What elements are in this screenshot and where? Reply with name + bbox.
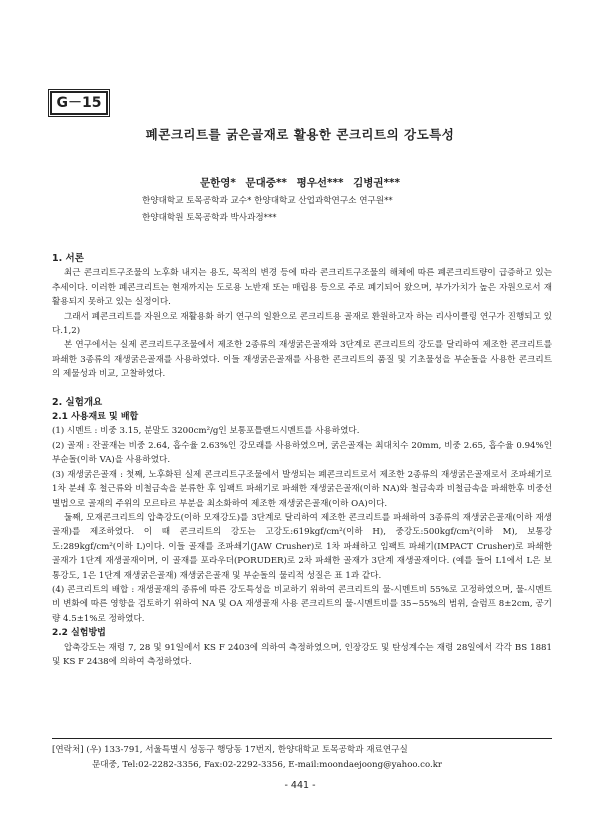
- paper-title: 폐콘크리트를 굵은골재로 활용한 콘크리트의 강도특성: [145, 127, 455, 142]
- contact-footer: [52, 738, 552, 773]
- method-paragraph: 압축강도는 재령 7, 28 및 91일에서 KS F 2403에 의하여 측정하였으며, 인장강도 및 탄성계수는 재령 28일에서 각각 BS 1881 및 KS F 2438에 의하여 측정하였다.: [52, 642, 552, 667]
- author-list: 문한영* 문대중** 평우선*** 김병권***: [199, 177, 401, 189]
- materials-item-aggregate: (2) 골재 : 잔골재는 비중 2.64, 흡수율 2.63%인 강모래를 사용하였으며, 굵은골재는 최대치수 20mm, 비중 2.65, 흡수율 0.94%인 부순돌(이하 VA)을 사용하였다.: [52, 440, 552, 466]
- section-heading-introduction: 1. 서론: [52, 253, 84, 264]
- materials-item-recycled-second: 둘째, 모재콘크리트의 압축강도(이하 모재강도)를 3단계로 달리하여 제조한 콘크리트를 파쇄하여 3종류의 재생굵은골재(이하 재생골재)를 제조하였다. 이 때 콘크리트의 강도는 고강도:619kgf/cm²(이하 H), 중강도:500kgf/cm²(이하 M), 보통강도:289kgf/cm²(이하 L)이다. 이들 골재를 조파쇄기(JAW Crusher)로 1차 파쇄하고 임팩트 파쇄기(IMPACT Crusher)로 파쇄한 골재가 1단계 재생골재이며, 이 골재를 포라우더(PORUDER)로 2차 파쇄한 골재가 3단계 재생골재이다. (예를 들어 L1에서 L은 보통강도, 1은 1단계 재생굵은골재) 재생굵은골재 및 부순돌의 물리적 성질은 표 1과 같다.: [52, 512, 552, 581]
- intro-paragraph-3: 본 연구에서는 실제 콘크리트구조물에서 제조한 2종류의 재생굵은골재와 3단계로 콘크리트의 강도를 달리하여 제조한 콘크리트를 파쇄한 3종류의 재생굵은골재를 사용하였다. 이들 재생굵은골재를 사용한 콘크리트의 품질 및 기초물성을 부순돌을 사용한 콘크리트의 제물성과 비교, 고찰하였다.: [52, 340, 552, 380]
- materials-item-cement: (1) 시멘트 : 비중 3.15, 분말도 3200cm²/g인 보통포틀랜드시멘트를 사용하였다.: [52, 426, 360, 437]
- section-heading-experiment: 2. 실험개요: [52, 396, 103, 408]
- session-code-box: G－15: [50, 91, 108, 115]
- subsection-heading-method: 2.2 실험방법: [52, 628, 106, 639]
- affiliation-line-1: 한양대학교 토목공학과 교수* 한양대학교 산업과학연구소 연구원**: [142, 196, 393, 206]
- intro-paragraph-1: 최근 콘크리트구조물의 노후화 내지는 용도, 목적의 변경 등에 따라 콘크리트구조물의 해체에 따른 폐콘크리트량이 급증하고 있는 추세이다. 이러한 폐콘크리트는 현재까지는 도로용 노반재 또는 매립용 등으로 주로 폐기되어 왔으며, 부가가치가 높은 자원으로서 재활용되지 못하고 있는 실정이다.: [52, 268, 552, 308]
- materials-item-recycled: (3) 재생굵은골재 : 첫째, 노후화된 실제 콘크리트구조물에서 발생되는 폐콘크리트로서 제조한 2종류의 재생굵은골재로서 조파쇄기로 1차 분쇄 후 철근류와 비철금속을 분류한 후 임팩트 파쇄기로 파쇄한 재생굵은골재(이하 NA)와 철금속과 비철금속을 파쇄한후 비중선별법으로 골재의 주위의 모르타르 부분을 최소화하여 제조한 재생굵은골재(이하 OA)이다.: [52, 469, 552, 509]
- contact-address: [연락처] (우) 133-791, 서울특별시 성동구 행당동 17번지, 한양대학교 토목공학과 재료연구실: [52, 745, 408, 755]
- affiliation-line-2: 한양대학원 토목공학과 박사과정***: [142, 213, 277, 223]
- materials-item-mix: (4) 콘크리트의 배합 : 재생골재의 종류에 따른 강도특성을 비교하기 위하여 콘크리트의 물-시멘트비 55%로 고정하였으며, 물-시멘트비 변화에 따른 영향을 검토하기 위하여 NA 및 OA 재생골재 사용 콘크리트의 물-시멘트비를 35~55%의 범위, 슬럼프 8±2cm, 공기량 4.5±1%로 정하였다.: [52, 584, 552, 624]
- subsection-heading-materials: 2.1 사용재료 및 배합: [52, 412, 139, 423]
- page-number: - 441 -: [284, 780, 316, 791]
- intro-paragraph-2: 그래서 폐콘크리트를 자원으로 재활용화 하기 연구의 일환으로 콘크리트용 골재로 환원하고자 하는 리사이클링 연구가 진행되고 있다.1,2): [52, 311, 552, 337]
- contact-details: 문대중, Tel:02-2282-3356, Fax:02-2292-3356, E-mail:moondaejoong@yahoo.co.kr: [92, 760, 443, 770]
- body-text: [52, 252, 552, 669]
